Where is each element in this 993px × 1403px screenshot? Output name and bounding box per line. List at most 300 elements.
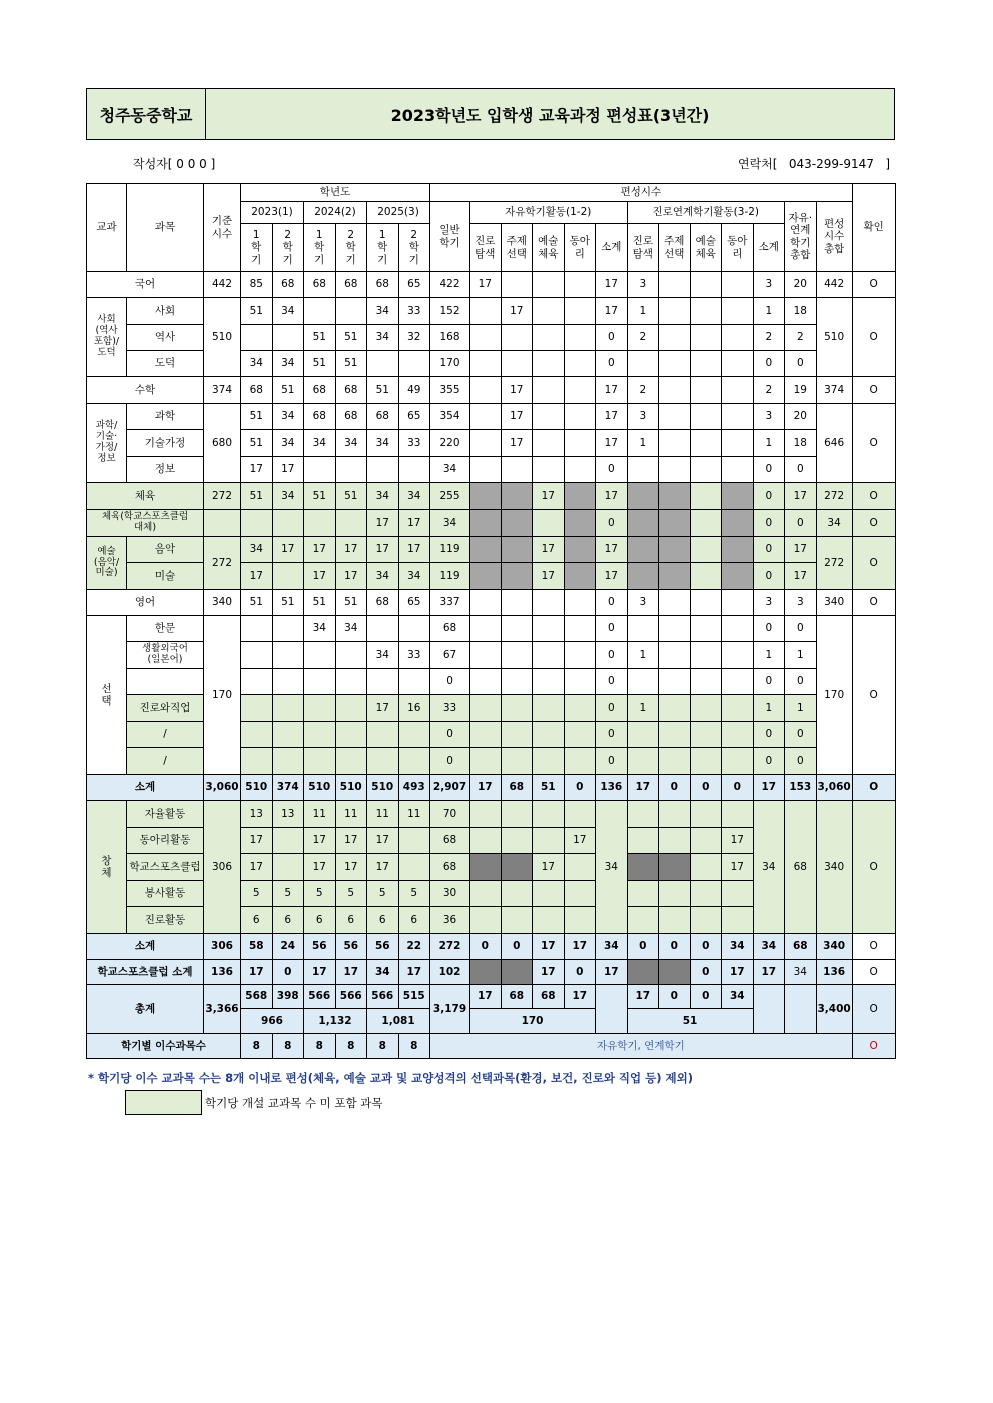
table-cell bbox=[470, 960, 502, 985]
table-cell: 도덕 bbox=[127, 351, 204, 377]
table-cell bbox=[241, 510, 273, 537]
table-cell: 17 bbox=[596, 430, 628, 457]
table-cell: 0 bbox=[596, 457, 628, 483]
table-cell: 17 bbox=[367, 537, 399, 563]
table-cell: 17 bbox=[564, 934, 596, 960]
header-row bbox=[87, 184, 896, 202]
table-cell bbox=[659, 960, 691, 985]
table-cell: 6 bbox=[241, 907, 273, 934]
table-cell bbox=[501, 457, 533, 483]
table-cell bbox=[690, 828, 722, 854]
table-cell bbox=[690, 563, 722, 590]
table-cell bbox=[304, 748, 336, 775]
table-cell bbox=[367, 351, 399, 377]
table-cell: 68 bbox=[304, 404, 336, 430]
table-cell: 0 bbox=[690, 985, 722, 1009]
table-cell: 8 bbox=[335, 1034, 367, 1059]
table-cell bbox=[627, 722, 659, 748]
table-cell bbox=[722, 722, 754, 748]
table-cell bbox=[501, 669, 533, 695]
table-cell: 51 bbox=[304, 590, 336, 616]
table-cell: 34 bbox=[272, 351, 304, 377]
table-cell: 65 bbox=[398, 590, 430, 616]
table-cell: 17 bbox=[785, 537, 817, 563]
table-cell: 510 bbox=[335, 775, 367, 801]
table-cell: 0 bbox=[690, 775, 722, 801]
table-cell: 0 bbox=[501, 934, 533, 960]
table-cell bbox=[470, 298, 502, 325]
column-header: 확인 bbox=[852, 184, 895, 272]
table-cell: 0 bbox=[753, 616, 785, 642]
column-header: 편성시수 bbox=[430, 184, 853, 202]
table-cell bbox=[690, 722, 722, 748]
column-header: 예술 체육 bbox=[690, 224, 722, 272]
table-cell: 32 bbox=[398, 325, 430, 351]
table-cell bbox=[533, 801, 565, 828]
table-cell: 442 bbox=[816, 272, 852, 298]
table-cell: 68 bbox=[272, 272, 304, 298]
table-cell: 22 bbox=[398, 934, 430, 960]
table-cell: 소계 bbox=[87, 934, 204, 960]
table-cell bbox=[690, 881, 722, 907]
table-cell: 8 bbox=[241, 1034, 273, 1059]
table-cell bbox=[272, 642, 304, 669]
table-cell bbox=[564, 377, 596, 404]
table-cell: 0 bbox=[596, 642, 628, 669]
table-cell: 17 bbox=[304, 828, 336, 854]
table-cell: 17 bbox=[304, 537, 336, 563]
table-cell bbox=[501, 722, 533, 748]
table-cell: 340 bbox=[816, 801, 852, 934]
table-cell: 1 bbox=[785, 642, 817, 669]
table-cell bbox=[241, 748, 273, 775]
table-cell bbox=[470, 669, 502, 695]
table-cell bbox=[398, 854, 430, 881]
table-cell: 역사 bbox=[127, 325, 204, 351]
table-cell: O bbox=[852, 1034, 895, 1059]
table-cell bbox=[304, 669, 336, 695]
table-cell: 18 bbox=[785, 430, 817, 457]
table-cell: 6 bbox=[398, 907, 430, 934]
table-cell bbox=[564, 351, 596, 377]
title-header bbox=[86, 88, 895, 140]
table-cell bbox=[533, 616, 565, 642]
table-cell: 영어 bbox=[87, 590, 204, 616]
table-cell: 24 bbox=[272, 934, 304, 960]
curriculum-table bbox=[86, 183, 896, 1059]
table-cell: 34 bbox=[785, 960, 817, 985]
table-cell bbox=[335, 748, 367, 775]
table-cell: 8 bbox=[272, 1034, 304, 1059]
table-cell bbox=[659, 483, 691, 510]
column-header: 2 학 기 bbox=[335, 224, 367, 272]
table-cell: 체육(학교스포츠클럽 대체) bbox=[87, 510, 204, 537]
table-cell bbox=[659, 669, 691, 695]
table-cell bbox=[627, 854, 659, 881]
table-cell: 20 bbox=[785, 404, 817, 430]
table-cell: 170 bbox=[470, 1009, 596, 1034]
table-cell bbox=[304, 510, 336, 537]
table-cell: 442 bbox=[204, 272, 241, 298]
table-cell: 49 bbox=[398, 377, 430, 404]
table-cell bbox=[533, 695, 565, 722]
table-cell bbox=[690, 404, 722, 430]
table-cell: 1 bbox=[627, 695, 659, 722]
table-cell: 17 bbox=[533, 563, 565, 590]
table-cell: 17 bbox=[241, 854, 273, 881]
table-cell: 272 bbox=[816, 483, 852, 510]
table-cell bbox=[690, 907, 722, 934]
table-cell bbox=[501, 325, 533, 351]
table-cell: O bbox=[852, 377, 895, 404]
table-cell: 68 bbox=[335, 377, 367, 404]
table-cell bbox=[501, 642, 533, 669]
table-cell bbox=[627, 510, 659, 537]
table-cell: 34 bbox=[753, 801, 785, 934]
table-cell: 34 bbox=[241, 537, 273, 563]
table-cell: 17 bbox=[335, 854, 367, 881]
table-cell: 17 bbox=[596, 960, 628, 985]
table-cell: 17 bbox=[533, 483, 565, 510]
table-cell: 17 bbox=[627, 775, 659, 801]
table-cell bbox=[304, 695, 336, 722]
table-cell: 1 bbox=[753, 298, 785, 325]
table-cell: 동아리활동 bbox=[127, 828, 204, 854]
table-cell: 2,907 bbox=[430, 775, 470, 801]
table-cell: 2 bbox=[753, 377, 785, 404]
table-cell: O bbox=[852, 298, 895, 377]
table-cell: 34 bbox=[753, 934, 785, 960]
table-cell bbox=[722, 483, 754, 510]
table-cell: 51 bbox=[241, 483, 273, 510]
table-cell bbox=[627, 483, 659, 510]
table-cell bbox=[722, 563, 754, 590]
table-cell: 국어 bbox=[87, 272, 204, 298]
table-cell bbox=[564, 854, 596, 881]
table-cell: 340 bbox=[816, 934, 852, 960]
table-cell: 34 bbox=[335, 430, 367, 457]
table-row bbox=[87, 616, 896, 642]
table-cell: 17 bbox=[533, 934, 565, 960]
table-cell: 17 bbox=[722, 854, 754, 881]
table-cell: 17 bbox=[304, 854, 336, 881]
column-header: 편성 시수 총합 bbox=[816, 202, 852, 272]
table-cell: 0 bbox=[785, 457, 817, 483]
table-cell: 17 bbox=[533, 854, 565, 881]
table-cell: 68 bbox=[430, 854, 470, 881]
table-cell: 과학 bbox=[127, 404, 204, 430]
table-cell: 51 bbox=[241, 590, 273, 616]
table-cell: 0 bbox=[272, 960, 304, 985]
table-cell bbox=[367, 748, 399, 775]
table-cell: 0 bbox=[722, 775, 754, 801]
table-cell: 398 bbox=[272, 985, 304, 1009]
table-cell: O bbox=[852, 801, 895, 934]
table-cell: 17 bbox=[533, 960, 565, 985]
table-cell: 17 bbox=[596, 272, 628, 298]
table-cell: 1 bbox=[627, 298, 659, 325]
column-header: 진로 탐색 bbox=[470, 224, 502, 272]
table-cell: 17 bbox=[367, 854, 399, 881]
table-cell: 68 bbox=[367, 404, 399, 430]
table-cell: 한문 bbox=[127, 616, 204, 642]
table-cell bbox=[470, 563, 502, 590]
table-cell: 5 bbox=[335, 881, 367, 907]
table-cell bbox=[627, 801, 659, 828]
table-cell: 354 bbox=[430, 404, 470, 430]
table-cell: 17 bbox=[335, 563, 367, 590]
table-cell bbox=[564, 669, 596, 695]
table-cell bbox=[533, 669, 565, 695]
table-cell: 총계 bbox=[87, 985, 204, 1034]
table-cell bbox=[564, 272, 596, 298]
table-cell: 5 bbox=[367, 881, 399, 907]
contact-field: 연락처[ 043-299-9147 ] bbox=[738, 157, 891, 171]
table-cell: 8 bbox=[367, 1034, 399, 1059]
table-cell bbox=[659, 854, 691, 881]
table-cell: 68 bbox=[241, 377, 273, 404]
table-cell: 6 bbox=[367, 907, 399, 934]
table-cell bbox=[690, 325, 722, 351]
table-cell bbox=[564, 563, 596, 590]
table-cell: 17 bbox=[241, 563, 273, 590]
table-cell bbox=[533, 351, 565, 377]
table-cell: 0 bbox=[785, 669, 817, 695]
table-cell bbox=[533, 748, 565, 775]
table-cell: 510 bbox=[204, 298, 241, 377]
table-cell bbox=[690, 748, 722, 775]
table-cell: 17 bbox=[241, 960, 273, 985]
table-cell bbox=[533, 828, 565, 854]
table-cell bbox=[398, 351, 430, 377]
table-cell: O bbox=[852, 272, 895, 298]
table-cell: 3,060 bbox=[816, 775, 852, 801]
table-cell: 34 bbox=[367, 325, 399, 351]
table-cell: 33 bbox=[398, 298, 430, 325]
table-cell bbox=[627, 907, 659, 934]
table-cell bbox=[659, 563, 691, 590]
table-cell bbox=[398, 669, 430, 695]
table-cell bbox=[501, 854, 533, 881]
table-cell bbox=[533, 590, 565, 616]
table-cell: 34 bbox=[596, 801, 628, 934]
table-cell bbox=[690, 457, 722, 483]
table-cell: 13 bbox=[272, 801, 304, 828]
table-cell: 17 bbox=[335, 960, 367, 985]
table-cell: 51 bbox=[241, 430, 273, 457]
table-cell: 3,179 bbox=[430, 985, 470, 1034]
table-cell: 11 bbox=[398, 801, 430, 828]
table-cell: 17 bbox=[367, 510, 399, 537]
table-cell: 68 bbox=[304, 272, 336, 298]
table-cell: 510 bbox=[816, 298, 852, 377]
table-cell: 2 bbox=[785, 325, 817, 351]
table-cell: 6 bbox=[304, 907, 336, 934]
table-cell: 374 bbox=[272, 775, 304, 801]
table-cell: 67 bbox=[430, 642, 470, 669]
table-cell bbox=[659, 828, 691, 854]
table-cell: 17 bbox=[241, 457, 273, 483]
table-cell: 51 bbox=[241, 298, 273, 325]
table-cell: 16 bbox=[398, 695, 430, 722]
table-cell: 0 bbox=[753, 563, 785, 590]
table-cell bbox=[470, 377, 502, 404]
table-cell: 56 bbox=[367, 934, 399, 960]
table-cell bbox=[659, 616, 691, 642]
legend-label: 학기당 개설 교과목 수 미 포함 과목 bbox=[205, 1096, 383, 1110]
table-cell bbox=[690, 510, 722, 537]
table-cell: 51 bbox=[335, 590, 367, 616]
table-cell: 0 bbox=[785, 616, 817, 642]
table-cell bbox=[659, 272, 691, 298]
table-cell bbox=[241, 616, 273, 642]
table-cell: 17 bbox=[398, 537, 430, 563]
table-cell: 봉사활동 bbox=[127, 881, 204, 907]
table-cell bbox=[564, 695, 596, 722]
table-cell bbox=[367, 722, 399, 748]
table-cell bbox=[596, 985, 628, 1034]
table-cell: 17 bbox=[501, 404, 533, 430]
table-cell: 1 bbox=[627, 642, 659, 669]
table-cell: 34 bbox=[272, 298, 304, 325]
table-cell: 51 bbox=[367, 377, 399, 404]
table-cell bbox=[272, 616, 304, 642]
table-cell bbox=[470, 510, 502, 537]
table-cell: 17 bbox=[722, 828, 754, 854]
table-cell bbox=[470, 590, 502, 616]
column-header: 소계 bbox=[753, 224, 785, 272]
table-cell bbox=[722, 298, 754, 325]
table-cell bbox=[272, 325, 304, 351]
table-cell: 0 bbox=[690, 934, 722, 960]
table-cell: 0 bbox=[430, 748, 470, 775]
table-cell: 34 bbox=[430, 457, 470, 483]
table-cell: 0 bbox=[785, 351, 817, 377]
table-cell: 0 bbox=[659, 985, 691, 1009]
table-cell bbox=[501, 881, 533, 907]
table-cell: 6 bbox=[335, 907, 367, 934]
table-cell bbox=[501, 616, 533, 642]
table-cell: 17 bbox=[398, 960, 430, 985]
table-row bbox=[87, 934, 896, 960]
table-cell: 33 bbox=[398, 642, 430, 669]
table-cell: 3 bbox=[753, 272, 785, 298]
table-cell: 566 bbox=[335, 985, 367, 1009]
table-cell: 음악 bbox=[127, 537, 204, 563]
table-cell bbox=[659, 695, 691, 722]
table-cell: 0 bbox=[596, 325, 628, 351]
table-cell bbox=[627, 563, 659, 590]
table-cell bbox=[564, 430, 596, 457]
table-cell bbox=[501, 563, 533, 590]
table-cell bbox=[335, 510, 367, 537]
table-cell: 5 bbox=[398, 881, 430, 907]
table-cell: 0 bbox=[430, 669, 470, 695]
table-cell bbox=[470, 828, 502, 854]
table-cell: 17 bbox=[596, 537, 628, 563]
table-cell bbox=[722, 616, 754, 642]
table-cell bbox=[398, 828, 430, 854]
table-cell bbox=[690, 669, 722, 695]
table-cell: 510 bbox=[304, 775, 336, 801]
table-cell bbox=[722, 351, 754, 377]
table-cell: O bbox=[852, 537, 895, 590]
table-cell: 34 bbox=[367, 642, 399, 669]
table-cell bbox=[533, 457, 565, 483]
table-cell: 51 bbox=[304, 351, 336, 377]
table-cell: 17 bbox=[367, 828, 399, 854]
table-cell bbox=[470, 695, 502, 722]
table-cell bbox=[533, 404, 565, 430]
table-cell: O bbox=[852, 510, 895, 537]
table-cell: 119 bbox=[430, 537, 470, 563]
table-cell: 학교스포츠클럽 소계 bbox=[87, 960, 204, 985]
table-cell bbox=[470, 801, 502, 828]
table-cell: 36 bbox=[430, 907, 470, 934]
table-cell: 65 bbox=[398, 404, 430, 430]
table-cell bbox=[367, 616, 399, 642]
table-cell: 272 bbox=[204, 537, 241, 590]
table-cell: 1 bbox=[627, 430, 659, 457]
table-cell bbox=[690, 298, 722, 325]
legend-swatch bbox=[125, 1090, 202, 1115]
table-cell: 0 bbox=[753, 748, 785, 775]
column-header: 학년도 bbox=[241, 184, 430, 202]
table-cell: 102 bbox=[430, 960, 470, 985]
table-cell: 306 bbox=[204, 801, 241, 934]
table-cell bbox=[564, 748, 596, 775]
table-cell bbox=[564, 483, 596, 510]
table-cell: 510 bbox=[241, 775, 273, 801]
document-title: 2023학년도 입학생 교육과정 편성표(3년간) bbox=[206, 89, 894, 139]
table-cell bbox=[564, 590, 596, 616]
table-row bbox=[87, 404, 896, 430]
table-cell bbox=[367, 669, 399, 695]
table-cell: 34 bbox=[241, 351, 273, 377]
table-cell: 17 bbox=[785, 483, 817, 510]
table-cell bbox=[470, 854, 502, 881]
table-cell: 2 bbox=[753, 325, 785, 351]
table-cell: 1 bbox=[785, 695, 817, 722]
school-name: 청주동중학교 bbox=[87, 89, 206, 139]
table-cell: 58 bbox=[241, 934, 273, 960]
table-cell: 34 bbox=[722, 985, 754, 1009]
table-cell bbox=[659, 404, 691, 430]
table-cell: 17 bbox=[304, 563, 336, 590]
table-cell: 51 bbox=[335, 351, 367, 377]
table-cell: O bbox=[852, 985, 895, 1034]
table-cell bbox=[501, 351, 533, 377]
table-cell bbox=[564, 457, 596, 483]
table-cell: 68 bbox=[367, 272, 399, 298]
table-cell bbox=[241, 325, 273, 351]
table-cell: 340 bbox=[816, 590, 852, 616]
table-cell: 34 bbox=[816, 510, 852, 537]
column-header: 진로연계학기활동(3-2) bbox=[627, 202, 785, 224]
table-cell bbox=[722, 510, 754, 537]
table-cell bbox=[501, 537, 533, 563]
table-cell bbox=[501, 828, 533, 854]
column-header: 2023(1) bbox=[241, 202, 304, 224]
table-cell bbox=[722, 881, 754, 907]
column-header: 2 학 기 bbox=[398, 224, 430, 272]
table-row bbox=[87, 272, 896, 298]
table-cell bbox=[470, 430, 502, 457]
table-cell: 33 bbox=[430, 695, 470, 722]
table-cell: 17 bbox=[722, 960, 754, 985]
table-cell: 0 bbox=[627, 934, 659, 960]
table-cell: O bbox=[852, 404, 895, 483]
